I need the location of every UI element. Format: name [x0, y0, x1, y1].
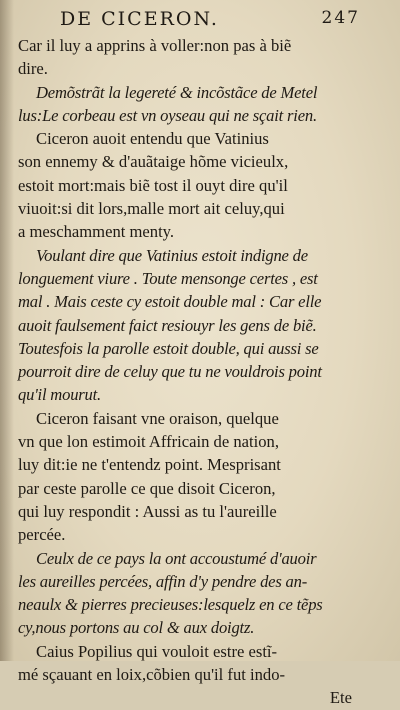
- text-line: Toutesfois la parolle estoit double, qui aussi se: [18, 338, 319, 358]
- text-line: les aureilles percées, affin d'y pendre des an-: [18, 571, 308, 591]
- text-line: Ceulx de ce pays la ont accoustumé d'auoir: [36, 548, 317, 568]
- running-head: DE CICERON.: [60, 8, 219, 30]
- text-block: [18, 34, 358, 710]
- text-line: cy,nous portons au col & aux doigtz.: [18, 618, 255, 638]
- text-line: par ceste parolle ce que disoit Ciceron,: [18, 478, 276, 498]
- text-line: mal . Mais ceste cy estoit double mal : Car elle: [18, 292, 322, 312]
- text-line: viuoit:si dit lors,malle mort ait celuy,qui: [18, 199, 285, 219]
- text-line: qui luy respondit : Aussi as tu l'aureille: [18, 501, 277, 521]
- text-line: mé sçauant en loix,cõbien qu'il fut indo-: [18, 665, 286, 685]
- catchword: Ete: [329, 688, 352, 708]
- text-line: estoit mort:mais biẽ tost il ouyt dire qu'il: [18, 175, 288, 195]
- page-header: [60, 6, 360, 36]
- gutter-shadow: [0, 0, 14, 661]
- text-line: pourroit dire de celuy que tu ne vouldrois point: [18, 362, 322, 382]
- text-line: Demõstrãt la legereté & incõstãce de Metel: [36, 82, 318, 102]
- text-line: neaulx & pierres precieuses:lesquelz en ce tẽps: [18, 595, 323, 615]
- text-line: son ennemy & d'auãtaige hõme vicieulx,: [18, 152, 289, 172]
- text-line: luy dit:ie ne t'entendz point. Mesprisant: [18, 455, 281, 475]
- text-line: qu'il mourut.: [18, 385, 102, 405]
- text-line: longuement viure . Toute mensonge certes , est: [18, 268, 318, 288]
- text-line: vn que lon estimoit Affricain de nation,: [18, 432, 279, 452]
- text-line: Ciceron auoit entendu que Vatinius: [36, 129, 269, 149]
- page-number: 247: [321, 8, 360, 28]
- text-line: percée.: [18, 525, 66, 545]
- text-line: Car il luy a apprins à voller:non pas à biẽ: [18, 36, 292, 55]
- text-line: Ciceron faisant vne oraison, quelque: [36, 408, 279, 428]
- text-line: lus:Le corbeau est vn oyseau qui ne sçait rien.: [18, 105, 317, 125]
- text-line: Voulant dire que Vatinius estoit indigne de: [36, 245, 308, 265]
- text-line: auoit faulsement faict resiouyr les gens de biẽ.: [18, 315, 317, 335]
- text-line: a meschamment menty.: [18, 222, 175, 242]
- text-line: Caius Popilius qui vouloit estre estĩ-: [36, 641, 278, 661]
- text-line: dire.: [18, 59, 48, 79]
